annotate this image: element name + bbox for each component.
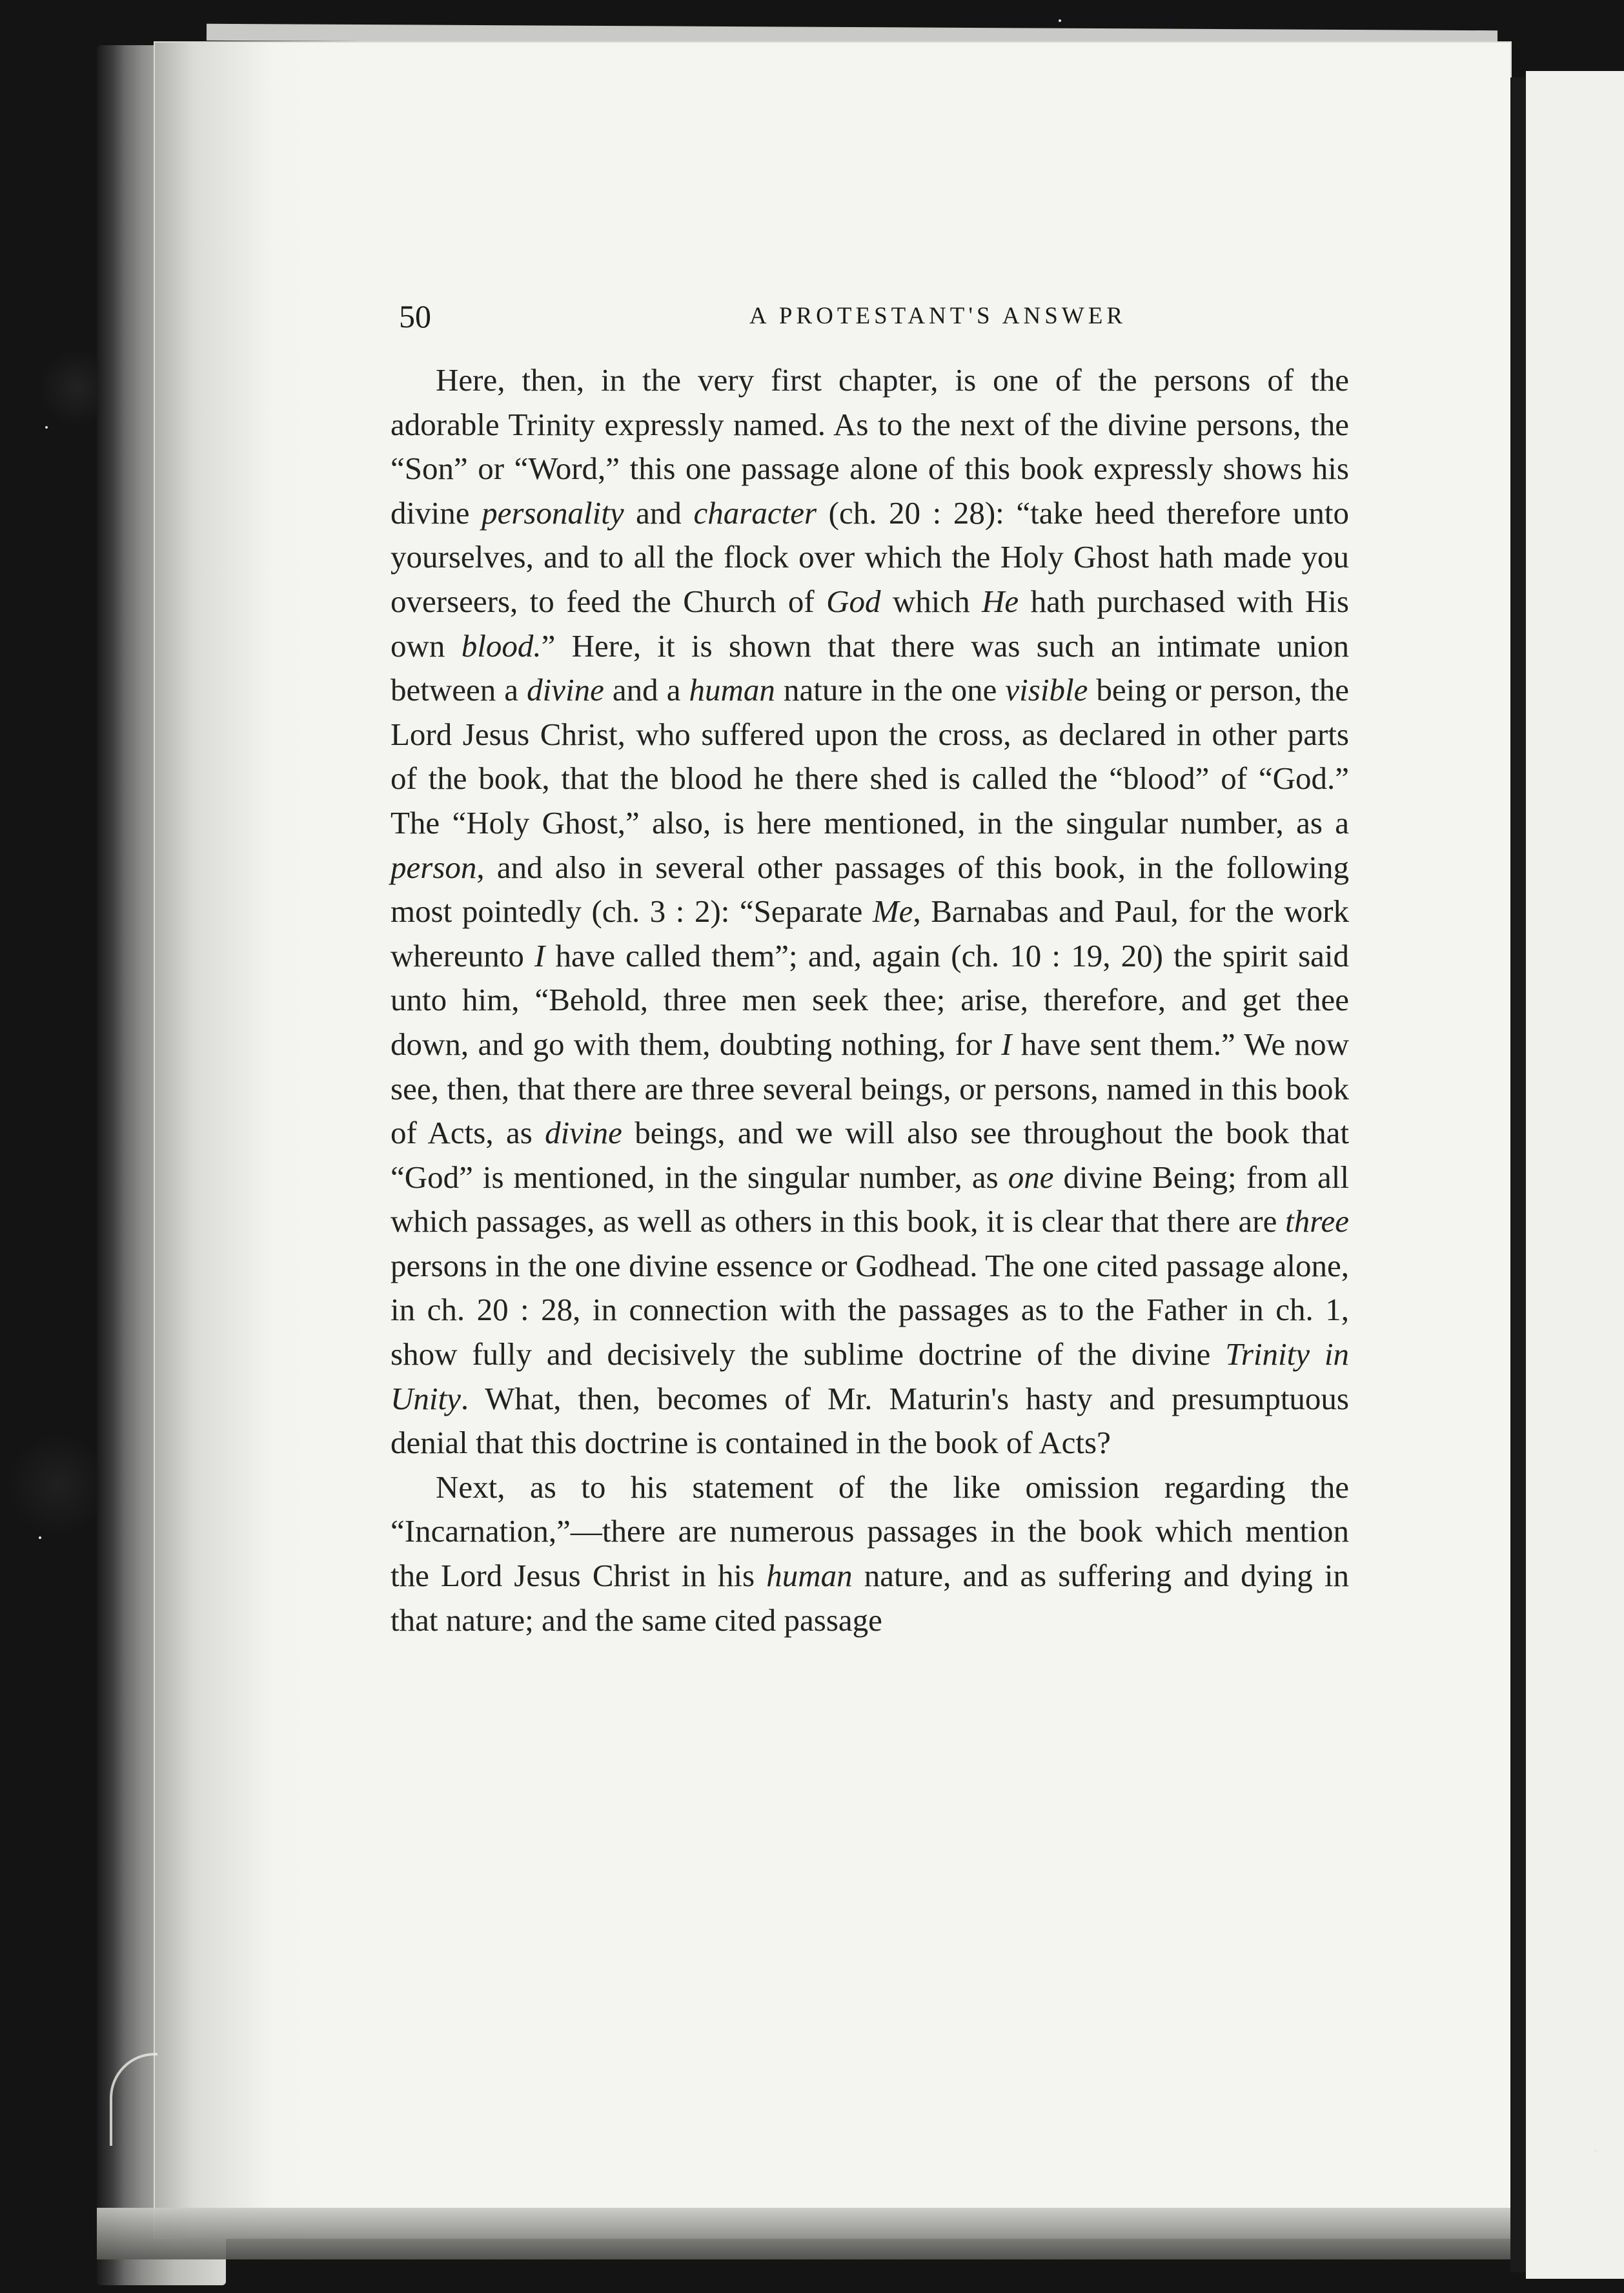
running-head: A PROTESTANT'S ANSWER xyxy=(749,303,1127,329)
page-number: 50 xyxy=(399,298,431,334)
paragraph xyxy=(391,1465,1349,1642)
scan-speck xyxy=(1594,2150,1597,2152)
paragraph xyxy=(391,358,1349,1465)
text-run: which xyxy=(880,583,982,619)
italic-text: visible xyxy=(1005,672,1088,708)
italic-text: human xyxy=(766,1558,853,1594)
text-run: . What, then, becomes of Mr. Maturin's hasty and presumptuous denial that this doctrine is contained in the book of Acts? xyxy=(391,1380,1349,1461)
page-header xyxy=(399,294,1354,339)
text-run: hath purchased with His own xyxy=(391,583,1349,664)
text-run: , and also in several other passages of this book, in the following most pointedly (ch. 3 : 2): “Separate xyxy=(391,849,1349,930)
italic-text: human xyxy=(689,672,775,708)
italic-text: He xyxy=(982,583,1019,619)
italic-text: character xyxy=(693,494,817,531)
italic-text: divine xyxy=(527,672,604,708)
italic-text: I xyxy=(1001,1026,1012,1062)
italic-text: Trinity in Unity xyxy=(391,1336,1349,1416)
text-run: have sent them.” We now see, then, that there are three several beings, or persons, named in this book of Acts, as xyxy=(391,1026,1349,1151)
text-run: being or person, the Lord Jesus Christ, who suffered upon the cross, as declared in other parts of the book, that the blood he there shed is called the “blood” of “God.” The “Holy Ghost,” also, is here mentioned, in the singular number, as a xyxy=(391,672,1350,841)
text-run: Next, as to his statement of the like omission regarding the “Incarnation,”—there are numerous passages in the book which mention the Lord Jesus Christ in his xyxy=(391,1469,1349,1594)
text-run: and a xyxy=(604,672,689,708)
scan-speck xyxy=(45,426,48,429)
italic-text: one xyxy=(1008,1159,1054,1195)
italic-text: three xyxy=(1285,1203,1349,1239)
scan-speck xyxy=(1059,19,1061,22)
text-run: and xyxy=(624,494,694,531)
text-run: ” Here, it is shown that there was such an intimate union between a xyxy=(391,627,1350,708)
italic-text: person xyxy=(391,849,477,885)
body-text xyxy=(391,358,1349,1642)
italic-text: personality xyxy=(482,494,624,531)
scan-speck xyxy=(39,1536,41,1539)
text-run: , Barnabas and Paul, for the work whereunto xyxy=(391,893,1349,973)
text-run: divine Being; from all which passages, as well as others in this book, it is clear that there are xyxy=(391,1159,1349,1239)
text-run: (ch. 20 : 28): “take heed therefore unto yourselves, and to all the flock over which the Holy Ghost hath made you overseers, to feed the Church of xyxy=(391,494,1349,619)
text-run: Here, then, in the very first chapter, is one of the persons of the adorable Trinity expressly named. As to the next of the divine persons, the “Son” or “Word,” this one passage alone of this book expressly shows his divine xyxy=(391,362,1349,531)
book-spine xyxy=(1510,77,1526,2272)
page-bottom-shadow xyxy=(97,2208,1510,2259)
italic-text: blood. xyxy=(461,627,542,664)
text-run: nature, and as suffering and dying in that nature; and the same cited passage xyxy=(391,1558,1349,1638)
text-run: persons in the one divine essence or Godhead. The one cited passage alone, in ch. 20 : 28, in connection with the passages as to the Father in ch. 1, show fully and decisively the sublime doctrine of the divine xyxy=(391,1247,1349,1372)
text-run: beings, and we will also see throughout the book that “God” is mentioned, in the singular number, as xyxy=(391,1115,1349,1195)
facing-page-strip xyxy=(1526,71,1624,2279)
text-run: have called them”; and, again (ch. 10 : 19, 20) the spirit said unto him, “Behold, three men seek thee; arise, therefore, and get thee down, and go with them, doubting nothing, for xyxy=(391,937,1349,1062)
text-run: nature in the one xyxy=(775,672,1006,708)
italic-text: Me xyxy=(872,893,913,930)
italic-text: God xyxy=(826,583,881,619)
italic-text: I xyxy=(534,937,545,973)
italic-text: divine xyxy=(545,1115,622,1151)
